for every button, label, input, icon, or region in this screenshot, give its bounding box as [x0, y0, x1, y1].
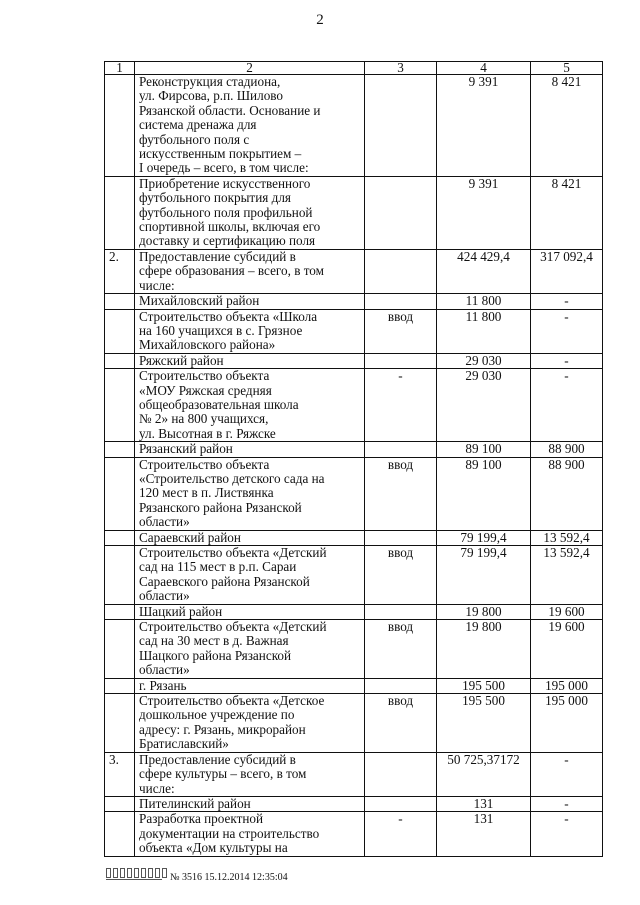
table-header-row	[105, 62, 603, 75]
row-name-cell: Строительство объекта «Детский сад на 115 мест в р.п. Сараи Сараевского района Рязанской области»	[135, 546, 365, 605]
row-name-cell: Строительство объекта «Детское дошкольное учреждение по адресу: г. Рязань, микрорайон Братиславский»	[135, 694, 365, 753]
row-value-col4-cell: 195 500	[437, 678, 531, 693]
row-type-cell: ввод	[365, 457, 437, 530]
table-row	[105, 530, 603, 545]
row-type-cell	[365, 294, 437, 309]
row-number-cell: 2.	[105, 249, 135, 293]
row-value-col4-cell: 9 391	[437, 75, 531, 177]
row-type-cell: ввод	[365, 309, 437, 353]
row-type-cell	[365, 530, 437, 545]
row-name-cell: Разработка проектной документации на строительство объекта «Дом культуры на	[135, 812, 365, 856]
row-name-cell: Рязанский район	[135, 442, 365, 457]
row-value-col5-cell: 13 592,4	[531, 546, 603, 605]
row-name-cell: Предоставление субсидий в сфере образования – всего, в том числе:	[135, 249, 365, 293]
table-row	[105, 176, 603, 249]
row-value-col5-cell: 8 421	[531, 75, 603, 177]
row-type-cell	[365, 353, 437, 368]
row-value-col5-cell: -	[531, 812, 603, 856]
page-number: 2	[316, 12, 324, 28]
row-name-cell: Михайловский район	[135, 294, 365, 309]
row-value-col4-cell: 50 725,37172	[437, 752, 531, 796]
row-type-cell	[365, 604, 437, 619]
document-footer	[104, 866, 288, 888]
row-value-col5-cell: 195 000	[531, 678, 603, 693]
table-row	[105, 249, 603, 293]
row-name-cell: Предоставление субсидий в сфере культуры – всего, в том числе:	[135, 752, 365, 796]
row-number-cell	[105, 442, 135, 457]
row-name-cell: Приобретение искусственного футбольного покрытия для футбольного поля профильной спортивной школы, включая его доставку и сертификацию поля	[135, 176, 365, 249]
table-row	[105, 546, 603, 605]
row-number-cell	[105, 796, 135, 811]
table-row	[105, 620, 603, 679]
row-value-col5-cell: 317 092,4	[531, 249, 603, 293]
row-type-cell	[365, 442, 437, 457]
row-type-cell: -	[365, 369, 437, 442]
budget-table-body	[105, 62, 603, 857]
header-col-4: 4	[437, 62, 531, 75]
header-col-3: 3	[365, 62, 437, 75]
row-number-cell	[105, 678, 135, 693]
row-name-cell: Пителинский район	[135, 796, 365, 811]
row-value-col5-cell: 195 000	[531, 694, 603, 753]
row-type-cell	[365, 176, 437, 249]
table-row	[105, 353, 603, 368]
row-name-cell: Ряжский район	[135, 353, 365, 368]
row-value-col4-cell: 19 800	[437, 620, 531, 679]
row-type-cell	[365, 752, 437, 796]
table-row	[105, 442, 603, 457]
row-value-col4-cell: 11 800	[437, 309, 531, 353]
row-value-col5-cell: -	[531, 353, 603, 368]
row-value-col4-cell: 79 199,4	[437, 530, 531, 545]
row-value-col5-cell: 13 592,4	[531, 530, 603, 545]
header-col-2: 2	[135, 62, 365, 75]
row-type-cell	[365, 75, 437, 177]
row-type-cell	[365, 249, 437, 293]
row-value-col5-cell: 19 600	[531, 604, 603, 619]
table-row	[105, 604, 603, 619]
row-value-col5-cell: -	[531, 752, 603, 796]
row-name-cell: Строительство объекта «Детский сад на 30 мест в д. Важная Шацкого района Рязанской области»	[135, 620, 365, 679]
row-name-cell: Сараевский район	[135, 530, 365, 545]
row-value-col5-cell: 88 900	[531, 457, 603, 530]
row-value-col4-cell: 29 030	[437, 353, 531, 368]
row-value-col5-cell: -	[531, 369, 603, 442]
row-number-cell	[105, 75, 135, 177]
row-value-col4-cell: 79 199,4	[437, 546, 531, 605]
row-value-col4-cell: 89 100	[437, 442, 531, 457]
row-name-cell: Шацкий район	[135, 604, 365, 619]
row-name-cell: Реконструкция стадиона, ул. Фирсова, р.п. Шилово Рязанской области. Основание и система дренажа для футбольного поля с искусственным покрытием – I очередь – всего, в том числе:	[135, 75, 365, 177]
row-type-cell: ввод	[365, 546, 437, 605]
row-value-col4-cell: 131	[437, 796, 531, 811]
row-value-col4-cell: 29 030	[437, 369, 531, 442]
budget-table	[104, 61, 603, 857]
row-value-col5-cell: 8 421	[531, 176, 603, 249]
row-number-cell	[105, 694, 135, 753]
row-type-cell	[365, 678, 437, 693]
table-row	[105, 752, 603, 796]
row-name-cell: г. Рязань	[135, 678, 365, 693]
row-value-col5-cell: -	[531, 309, 603, 353]
header-col-5: 5	[531, 62, 603, 75]
row-value-col4-cell: 9 391	[437, 176, 531, 249]
table-row	[105, 309, 603, 353]
row-number-cell	[105, 546, 135, 605]
row-type-cell: ввод	[365, 620, 437, 679]
row-number-cell	[105, 353, 135, 368]
row-number-cell	[105, 812, 135, 856]
row-name-cell: Строительство объекта «Школа на 160 учащихся в с. Грязное Михайловского района»	[135, 309, 365, 353]
table-row	[105, 75, 603, 177]
table-row	[105, 369, 603, 442]
row-value-col4-cell: 19 800	[437, 604, 531, 619]
header-col-1: 1	[105, 62, 135, 75]
row-number-cell	[105, 620, 135, 679]
row-type-cell	[365, 796, 437, 811]
row-number-cell	[105, 457, 135, 530]
row-number-cell	[105, 369, 135, 442]
row-value-col4-cell: 195 500	[437, 694, 531, 753]
table-row	[105, 457, 603, 530]
barcode-stamp-icon	[104, 866, 166, 888]
row-name-cell: Строительство объекта «МОУ Ряжская средняя общеобразовательная школа № 2» на 800 учащихся, ул. Высотная в г. Ряжске	[135, 369, 365, 442]
row-value-col5-cell: 88 900	[531, 442, 603, 457]
row-value-col5-cell: -	[531, 796, 603, 811]
row-value-col5-cell: 19 600	[531, 620, 603, 679]
row-name-cell: Строительство объекта «Строительство детского сада на 120 мест в п. Листвянка Рязанского района Рязанской области»	[135, 457, 365, 530]
row-type-cell: -	[365, 812, 437, 856]
table-row	[105, 812, 603, 856]
row-number-cell	[105, 176, 135, 249]
row-number-cell	[105, 294, 135, 309]
row-number-cell	[105, 604, 135, 619]
row-value-col5-cell: -	[531, 294, 603, 309]
row-value-col4-cell: 11 800	[437, 294, 531, 309]
table-row	[105, 294, 603, 309]
table-row	[105, 678, 603, 693]
table-row	[105, 694, 603, 753]
document-registration-number: № 3516 15.12.2014 12:35:04	[170, 871, 288, 883]
row-value-col4-cell: 89 100	[437, 457, 531, 530]
row-number-cell	[105, 530, 135, 545]
row-number-cell	[105, 309, 135, 353]
row-value-col4-cell: 131	[437, 812, 531, 856]
row-value-col4-cell: 424 429,4	[437, 249, 531, 293]
row-type-cell: ввод	[365, 694, 437, 753]
table-row	[105, 796, 603, 811]
row-number-cell: 3.	[105, 752, 135, 796]
